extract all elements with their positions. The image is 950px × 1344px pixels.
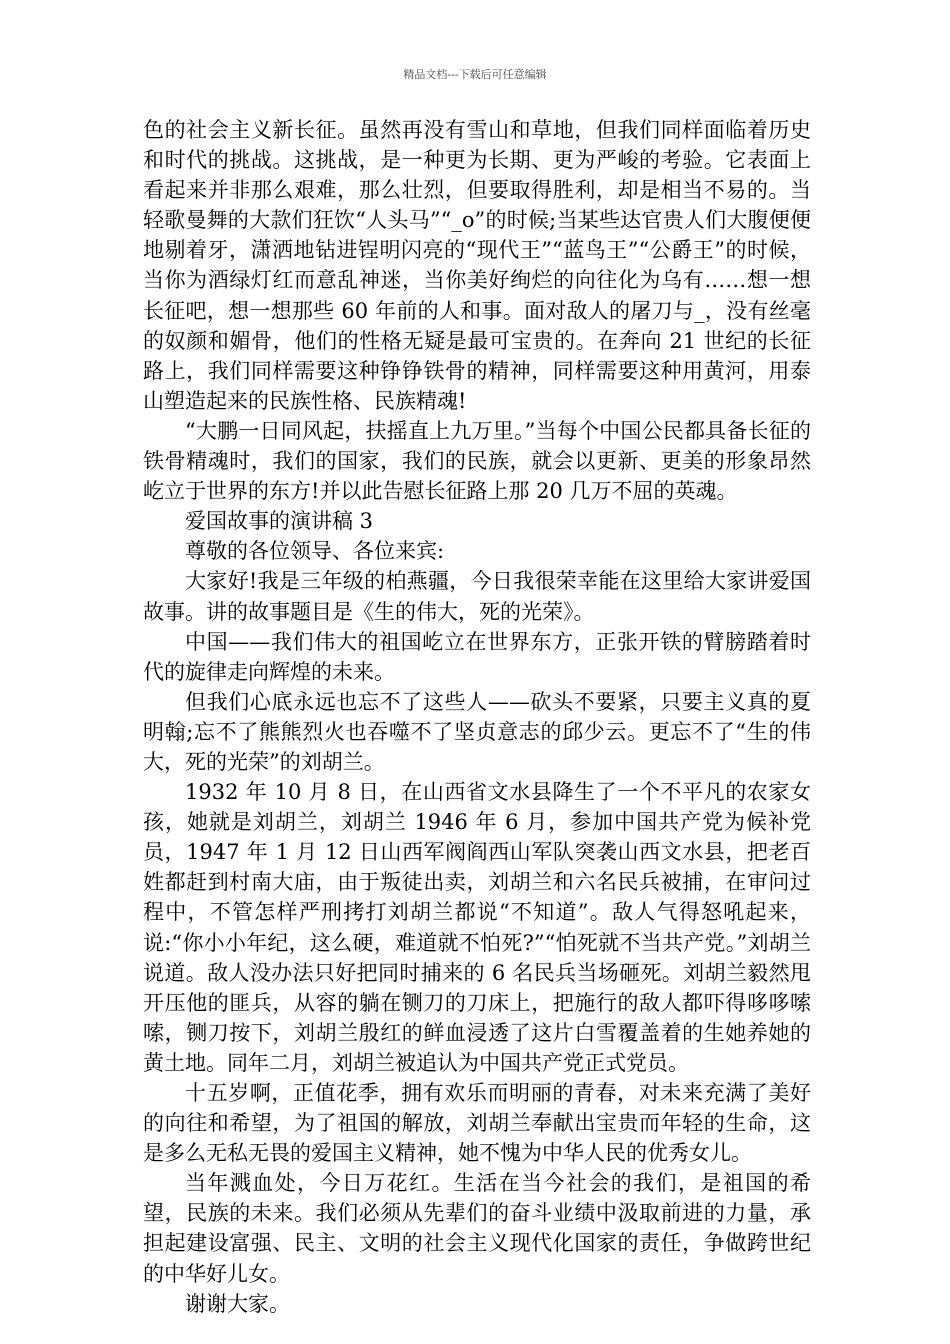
paragraph: 但我们心底永远也忘不了这些人——砍头不要紧，只要主义真的夏明翰;忘不了熊熊烈火也吞噬不了坚贞意志的邱少云。更忘不了“生的伟大，死的光荣”的刘胡兰。: [143, 689, 811, 774]
section-title: 爱国故事的演讲稿 3: [185, 509, 374, 534]
paragraph: 中国——我们伟大的祖国屹立在世界东方，正张开铁的臂膀踏着时代的旋律走向辉煌的未来。: [143, 629, 811, 684]
paragraph: 当年溅血处，今日万花红。生活在当今社会的我们，是祖国的希望，民族的未来。我们必须从先辈们的奋斗业绩中汲取前进的力量，承担起建设富强、民主、文明的社会主义现代化国家的责任，争做跨世纪的中华好儿女。: [143, 1171, 811, 1286]
salutation: 尊敬的各位领导、各位来宾:: [185, 539, 445, 564]
page-header: 精品文档---下载后可任意编辑: [403, 68, 547, 81]
paragraph: 1932 年 10 月 8 日，在山西省文水县降生了一个不平凡的农家女孩，她就是刘胡兰，刘胡兰 1946 年 6 月，参加中国共产党为候补党员，1947 年 1 月 12 日山西军阀阎西山军队突袭山西文水县，把老百姓都赶到村南大庙，由于叛徒出卖，刘胡兰和六名民兵被捕，在审问过程中，不管怎样严刑拷打刘胡兰都说“不知道”。敌人气得怒吼起来，说:“你小小年纪，这么硬，难道就不怕死?”“怕死就不当共产党。”刘胡兰说道。敌人没办法只好把同时捕来的 6 名民兵当场砸死。刘胡兰毅然甩开压他的匪兵，从容的躺在铡刀的刀床上，把施行的敌人都吓得哆哆嗦嗦，铡刀按下，刘胡兰殷红的鲜血浸透了这片白雪覆盖着的生她养她的黄土地。同年二月，刘胡兰被追认为中国共产党正式党员。: [143, 780, 811, 1075]
closing-line: 谢谢大家。: [185, 1291, 290, 1316]
paragraph: 色的社会主义新长征。虽然再没有雪山和草地，但我们同样面临着历史和时代的挑战。这挑战，是一种更为长期、更为严峻的考验。它表面上看起来并非那么艰难，那么壮烈，但要取得胜利，却是相当不易的。当轻歌曼舞的大款们狂饮“人头马”“_o”的时候;当某些达官贵人们大腹便便地剔着牙，潇洒地钻进锃明闪亮的“现代王”“蓝鸟王”“公爵王”的时候，当你为酒绿灯红而意乱神迷，当你美好绚烂的向往化为乌有……想一想长征吧，想一想那些 60 年前的人和事。面对敌人的屠刀与_，没有丝毫的奴颜和媚骨，他们的性格无疑是最可宝贵的。在奔向 21 世纪的长征路上，我们同样需要这种铮铮铁骨的精神，同样需要这种用黄河，用泰山塑造起来的民族性格、民族精魂!: [143, 118, 811, 413]
paragraph: 十五岁啊，正值花季，拥有欢乐而明丽的青春，对未来充满了美好的向往和希望，为了祖国的解放，刘胡兰奉献出宝贵而年轻的生命，这是多么无私无畏的爱国主义精神，她不愧为中华人民的优秀女儿。: [143, 1081, 811, 1166]
paragraph: 大家好!我是三年级的柏燕疆，今日我很荣幸能在这里给大家讲爱国故事。讲的故事题目是《生的伟大，死的光荣》。: [143, 569, 811, 624]
paragraph: “大鹏一日同风起，扶摇直上九万里。”当每个中国公民都具备长征的铁骨精魂时，我们的国家，我们的民族，就会以更新、更美的形象昂然屹立于世界的东方!并以此告慰长征路上那 20 几万不屈的英魂。: [143, 418, 811, 504]
document-body: [143, 115, 811, 1319]
